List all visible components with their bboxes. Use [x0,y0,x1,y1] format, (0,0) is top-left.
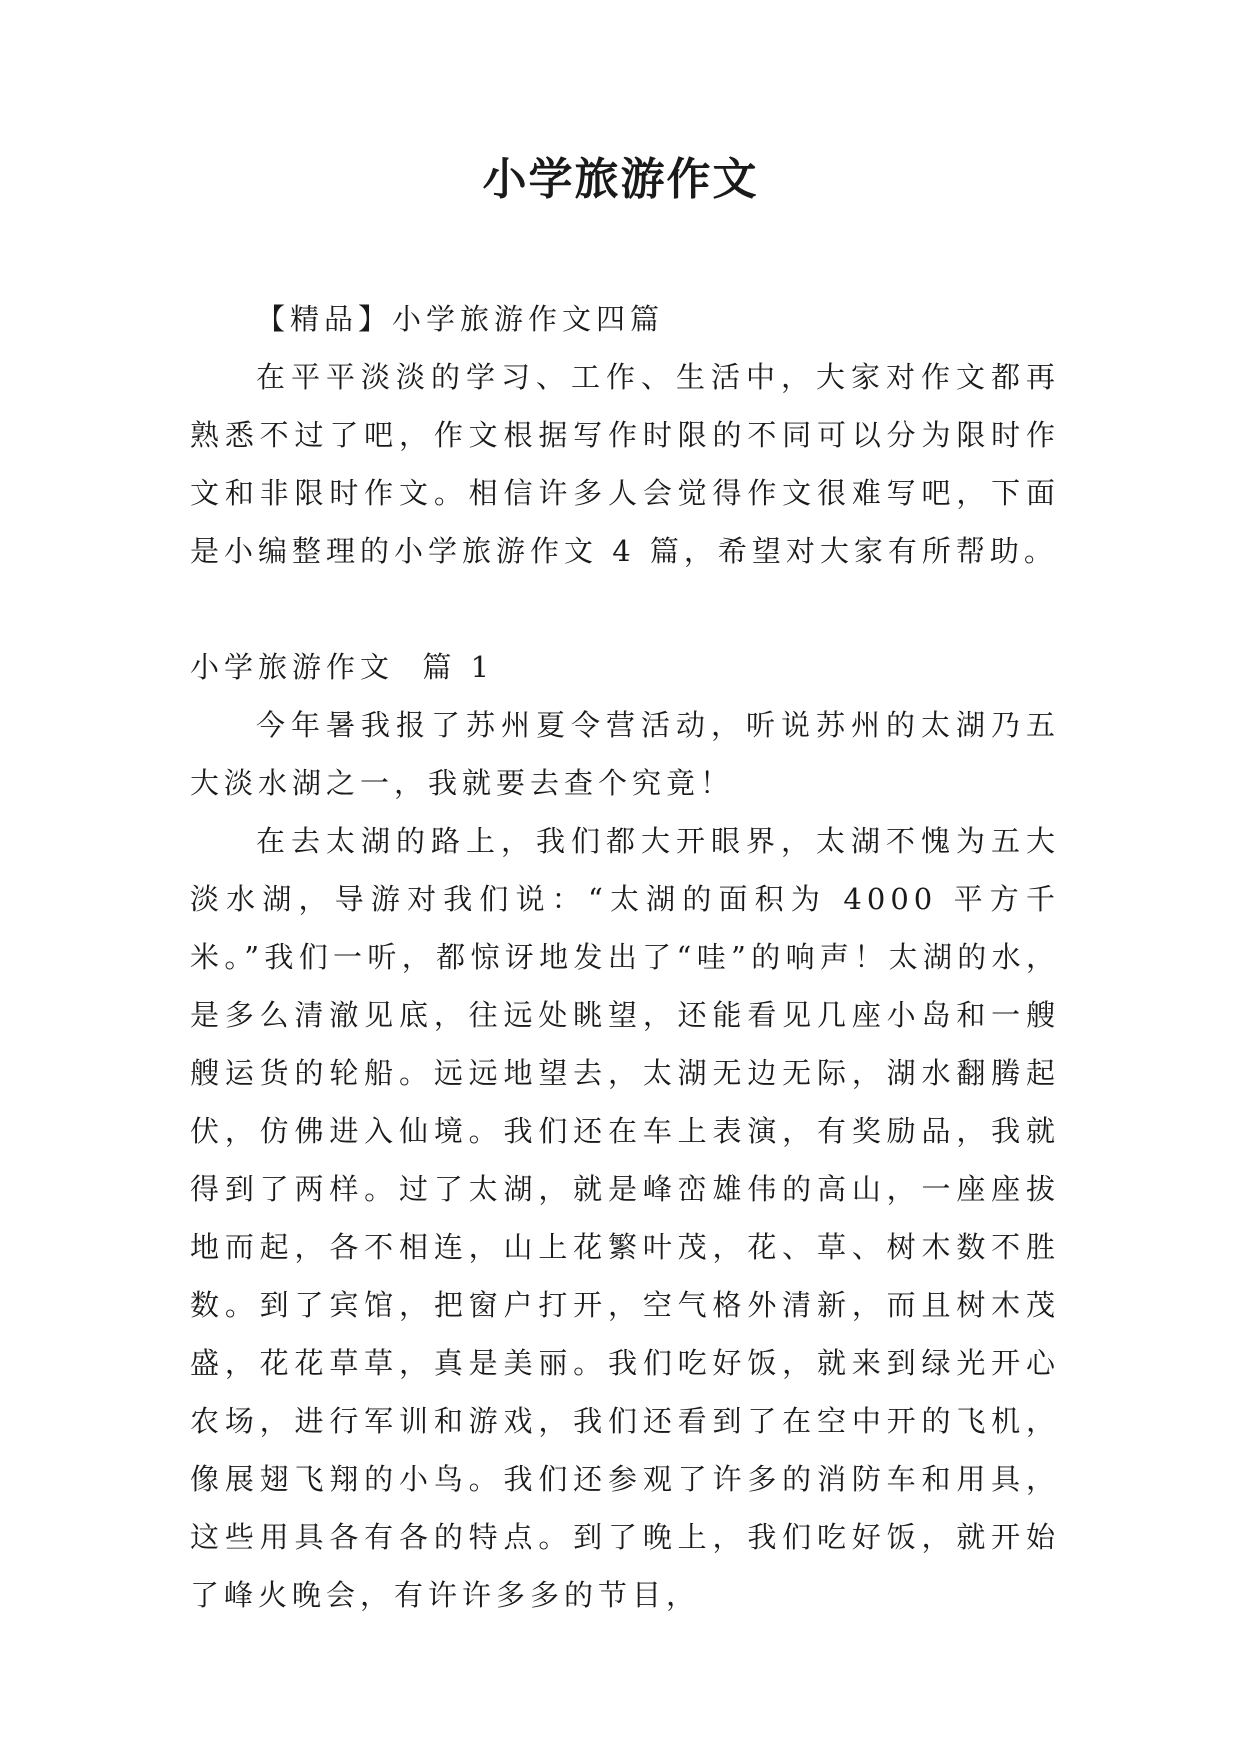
intro-paragraph: 在平平淡淡的学习、工作、生活中，大家对作文都再熟悉不过了吧，作文根据写作时限的不同可以分为限时作文和非限时作文。相信许多人会觉得作文很难写吧，下面是小编整理的小学旅游作文 4 篇，希望对大家有所帮助。 [190,360,1060,568]
document-subtitle: 【精品】小学旅游作文四篇 [256,302,665,336]
section-heading: 小学旅游作文 篇 1 [190,650,495,684]
document-title: 小学旅游作文 [482,154,759,205]
body-paragraph: 今年暑我报了苏州夏令营活动，听说苏州的太湖乃五大淡水湖之一，我就要去查个究竟！ [190,708,1060,800]
paragraph-gap [190,580,1060,638]
document-body [190,290,1060,1624]
body-paragraph: 在去太湖的路上，我们都大开眼界，太湖不愧为五大淡水湖，导游对我们说：“太湖的面积为 4000 平方千米。”我们一听，都惊讶地发出了“哇”的响声！太湖的水，是多么清澈见底，往远处眺望，还能看见几座小岛和一艘艘运货的轮船。远远地望去，太湖无边无际，湖水翻腾起伏，仿佛进入仙境。我们还在车上表演，有奖励品，我就得到了两样。过了太湖，就是峰峦雄伟的高山，一座座拔地而起，各不相连，山上花繁叶茂，花、草、树木数不胜数。到了宾馆，把窗户打开，空气格外清新，而且树木茂盛，花花草草，真是美丽。我们吃好饭，就来到绿光开心农场，进行军训和游戏，我们还看到了在空中开的飞机，像展翅飞翔的小鸟。我们还参观了许多的消防车和用具，这些用具各有各的特点。到了晚上，我们吃好饭，就开始了峰火晚会，有许许多多的节目， [190,824,1060,1612]
